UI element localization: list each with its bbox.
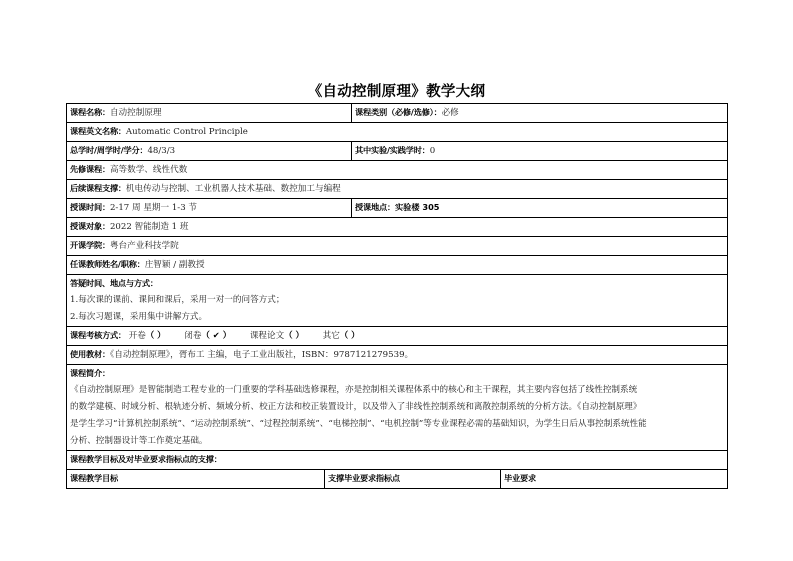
row-prerequisites: [67, 161, 728, 180]
qa-line-1: 1.每次课的课前、课间和课后，采用一对一的问答方式；: [70, 295, 285, 305]
row-followup: [67, 180, 728, 199]
row-exam: [67, 327, 728, 346]
row-intro: [67, 365, 728, 451]
row-objectives-header: [67, 469, 728, 488]
college-cell: [67, 237, 728, 256]
objectives-col-goal: 课程教学目标: [67, 469, 325, 488]
exam-option-paper: 课程论文（ ）: [249, 330, 304, 341]
college-label: 开课学院：: [70, 240, 110, 250]
hours-label: 总学时/周学时/学分：: [70, 145, 148, 155]
college-value: 粤台产业科技学院: [109, 241, 179, 251]
location-label: 授课地点：: [355, 202, 395, 212]
row-time-location: [67, 199, 728, 218]
course-type-value: 必修: [441, 108, 459, 118]
time-label: 授课时间：: [70, 202, 110, 212]
qa-label: 答疑时间、地点与方式：: [70, 278, 158, 288]
row-teacher: [67, 256, 728, 275]
exam-checkbox-closed-book: （ ✔ ）: [201, 330, 232, 340]
followup-value: 机电传动与控制、工业机器人技术基础、数控加工与编程: [125, 184, 341, 194]
intro-line-1: 《自动控制原理》是智能制造工程专业的一门重要的学科基础选修课程，亦是控制相关课程体系中的核心和主干课程，其主要内容包括了线性控制系统: [70, 384, 638, 395]
course-name-cell: [67, 104, 352, 123]
textbook-cell: [67, 346, 728, 365]
page-title: 《自动控制原理》教学大纲: [307, 84, 486, 100]
prereq-label: 先修课程：: [70, 164, 110, 174]
row-course-name: [67, 104, 728, 123]
exam-option-open-book: 开卷（ ）: [128, 330, 166, 341]
location-cell: [352, 199, 728, 218]
time-value: 2-17 周 星期一 1-3 节: [109, 203, 197, 213]
row-college: [67, 237, 728, 256]
english-name-cell: [67, 123, 728, 142]
objectives-label: 课程教学目标及对毕业要求指标点的支撑：: [70, 453, 222, 464]
followup-cell: [67, 180, 728, 199]
intro-line-2: 的数学建模、时域分析、根轨迹分析、频域分析、校正方法和校正装置设计，以及带入了非线性控制系统和离散控制系统的分析方法。《自动控制原理》: [70, 401, 642, 412]
row-audience: [67, 218, 728, 237]
prereq-cell: [67, 161, 728, 180]
course-name-value: 自动控制原理: [109, 108, 162, 118]
audience-label: 授课对象：: [70, 221, 110, 231]
lab-hours-cell: [352, 142, 728, 161]
row-objectives-title: [67, 450, 728, 469]
objectives-col-indicator: 支撑毕业要求指标点: [325, 469, 501, 488]
objectives-title-cell: [67, 450, 728, 469]
exam-checkbox-paper: （ ）: [284, 330, 304, 340]
exam-option-closed-book: 闭卷（ ✔ ）: [184, 330, 232, 341]
course-type-label: 课程类别（必修/选修）：: [355, 107, 442, 117]
hours-cell: [67, 142, 352, 161]
english-name-value: Automatic Control Principle: [125, 127, 248, 137]
prereq-value: 高等数学、线性代数: [109, 165, 188, 175]
teacher-cell: [67, 256, 728, 275]
intro-line-4: 分析、控制器设计等工作奠定基础。: [70, 435, 208, 446]
qa-line-2: 2.每次习题课，采用集中讲解方式。: [70, 312, 208, 322]
teacher-label: 任课教师姓名/职称：: [70, 259, 145, 269]
followup-label: 后续课程支撑：: [70, 183, 126, 193]
intro-cell: [67, 365, 728, 451]
objectives-col-requirement: 毕业要求: [501, 469, 728, 488]
lab-hours-label: 其中实验/实践学时：: [355, 145, 430, 155]
row-textbook: [67, 346, 728, 365]
row-qa: [67, 275, 728, 327]
textbook-label: 使用教材：: [70, 349, 110, 359]
teacher-value: 庄智颖 / 副教授: [144, 260, 205, 270]
exam-cell: [67, 327, 728, 346]
exam-option-other: 其它（ ）: [322, 330, 360, 341]
location-value: 实验楼 305: [394, 202, 440, 212]
hours-value: 48/3/3: [147, 146, 176, 156]
lab-hours-value: 0: [429, 146, 436, 156]
qa-cell: [67, 275, 728, 327]
exam-checkbox-open-book: （ ）: [145, 330, 166, 340]
exam-label: 课程考核方式：: [70, 330, 126, 340]
row-english-name: [67, 123, 728, 142]
audience-value: 2022 智能制造 1 班: [109, 222, 189, 232]
row-hours: [67, 142, 728, 161]
course-name-label: 课程名称：: [70, 107, 110, 117]
english-name-label: 课程英文名称：: [70, 126, 126, 136]
course-type-cell: [352, 104, 728, 123]
exam-checkbox-other: （ ）: [339, 330, 360, 340]
audience-cell: [67, 218, 728, 237]
syllabus-table: [66, 103, 728, 489]
textbook-value: 《自动控制原理》，胥布工 主编，电子工业出版社，ISBN：9787121279539。: [109, 350, 414, 360]
intro-line-3: 是学生学习“计算机控制系统”、“运动控制系统”、“过程控制系统”、“电梯控制”、“电机控制”等专业课程必需的基础知识，为学生日后从事控制系统性能: [70, 418, 647, 429]
intro-label: 课程简介：: [70, 368, 110, 378]
time-cell: [67, 199, 352, 218]
